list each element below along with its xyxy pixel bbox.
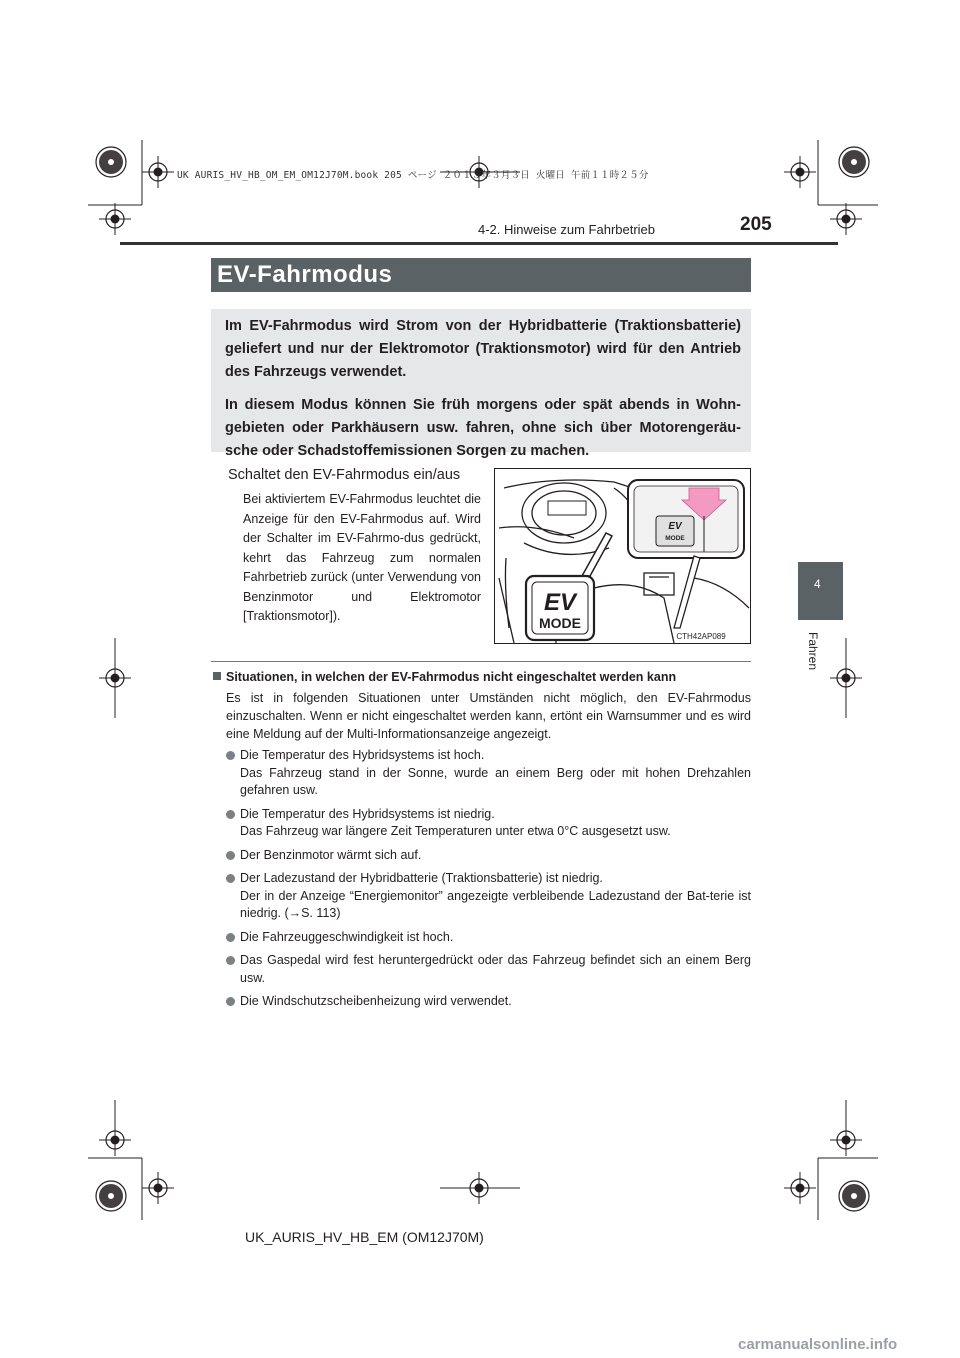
ev-mode-illustration [494,468,751,644]
list-item: Die Temperatur des Hybridsystems ist hoch. Das Fahrzeug stand in der Sonne, wurde an einem Berg oder mit hohen Drehzahlen gefahren usw. [226,747,751,800]
book-meta-line: UK AURIS_HV_HB_OM_EM_OM12J70M.book 205 ページ ２０１５年３月３日 火曜日 午前１１時２５分 [177,170,649,181]
chapter-number: 4 [814,577,821,591]
item-body: Bei aktiviertem EV-Fahrmodus leuchtet die Anzeige für den EV-Fahrmodus auf. Wird der Schalter im EV-Fahrmo-dus gedrückt, kehrt das Fahrzeug zum normalen Fahrbetrieb zurück (unter Verwendung von Benzinmotor und Elektromotor [Traktionsmotor]). [243,492,481,623]
chapter-title: Fahren [806,632,820,671]
big-button-ev: EV [543,589,577,616]
section-heading-text: Situationen, in welchen der EV-Fahrmodus nicht eingeschaltet werden kann [226,670,677,684]
item-heading: Schaltet den EV-Fahrmodus ein/aus [228,467,461,483]
section-rule [211,661,751,662]
bullet-dot-icon [226,851,235,860]
footer-code: UK_AURIS_HV_HB_EM (OM12J70M) [245,1229,484,1245]
page-title: EV-Fahrmodus [217,261,393,288]
list-item: Der Ladezustand der Hybridbatterie (Traktionsbatterie) ist niedrig. Der in der Anzeige “Energiemonitor” angezeigte verbleibende Ladezustand der Bat-terie ist niedrig. (→S. 113) [226,870,751,923]
bullet-dot-icon [226,751,235,760]
page-number: 205 [740,214,772,235]
small-button-mode: MODE [665,535,685,542]
big-button-mode: MODE [539,615,581,631]
section-paragraph: Es ist in folgenden Situationen unter Umständen nicht möglich, den EV-Fahrmodus einzuschalten. Wenn er nicht eingeschaltet werden kann, ertönt ein Warnsummer und es wird eine Meldung auf der Multi-Informationsanzeige angezeigt. [226,691,751,741]
header-rule [120,242,838,245]
intro-paragraph-1: Im EV-Fahrmodus wird Strom von der Hybridbatterie (Traktionsbatterie) geliefert und nur der Elektromotor (Traktionsmotor) wird für den Antrieb des Fahrzeugs verwendet. [225,318,741,380]
running-header-section: 4-2. Hinweise zum Fahrbetrieb [478,222,656,237]
bullet-dot-icon [226,933,235,942]
intro-paragraph-2: In diesem Modus können Sie früh morgens oder spät abends in Wohn-gebieten oder Parkhäusern usw. fahren, ohne sich über Motorengeräu-sche oder Schadstoffemissionen Sorgen zu machen. [225,397,741,459]
list-item: Der Benzinmotor wärmt sich auf. [226,847,751,865]
list-item: Die Fahrzeuggeschwindigkeit ist hoch. [226,929,751,947]
figure-code: CTH42AP089 [676,632,726,641]
bullet-dot-icon [226,874,235,883]
list-item: Die Temperatur des Hybridsystems ist niedrig. Das Fahrzeug war längere Zeit Temperaturen unter etwa 0°C ausgesetzt usw. [226,806,751,841]
bullet-dot-icon [226,956,235,965]
section-heading [213,670,676,684]
small-button-ev: EV [668,521,682,532]
conditions-list [226,747,751,1017]
list-item: Die Windschutzscheibenheizung wird verwendet. [226,993,751,1011]
square-bullet-icon [213,672,221,680]
intro-box [211,309,751,459]
bullet-dot-icon [226,997,235,1006]
chapter-tab [798,562,843,620]
list-item: Das Gaspedal wird fest heruntergedrückt oder das Fahrzeug befindet sich an einem Berg usw. [226,952,751,987]
watermark: carmanualsonline.info [738,1336,898,1353]
bullet-dot-icon [226,810,235,819]
